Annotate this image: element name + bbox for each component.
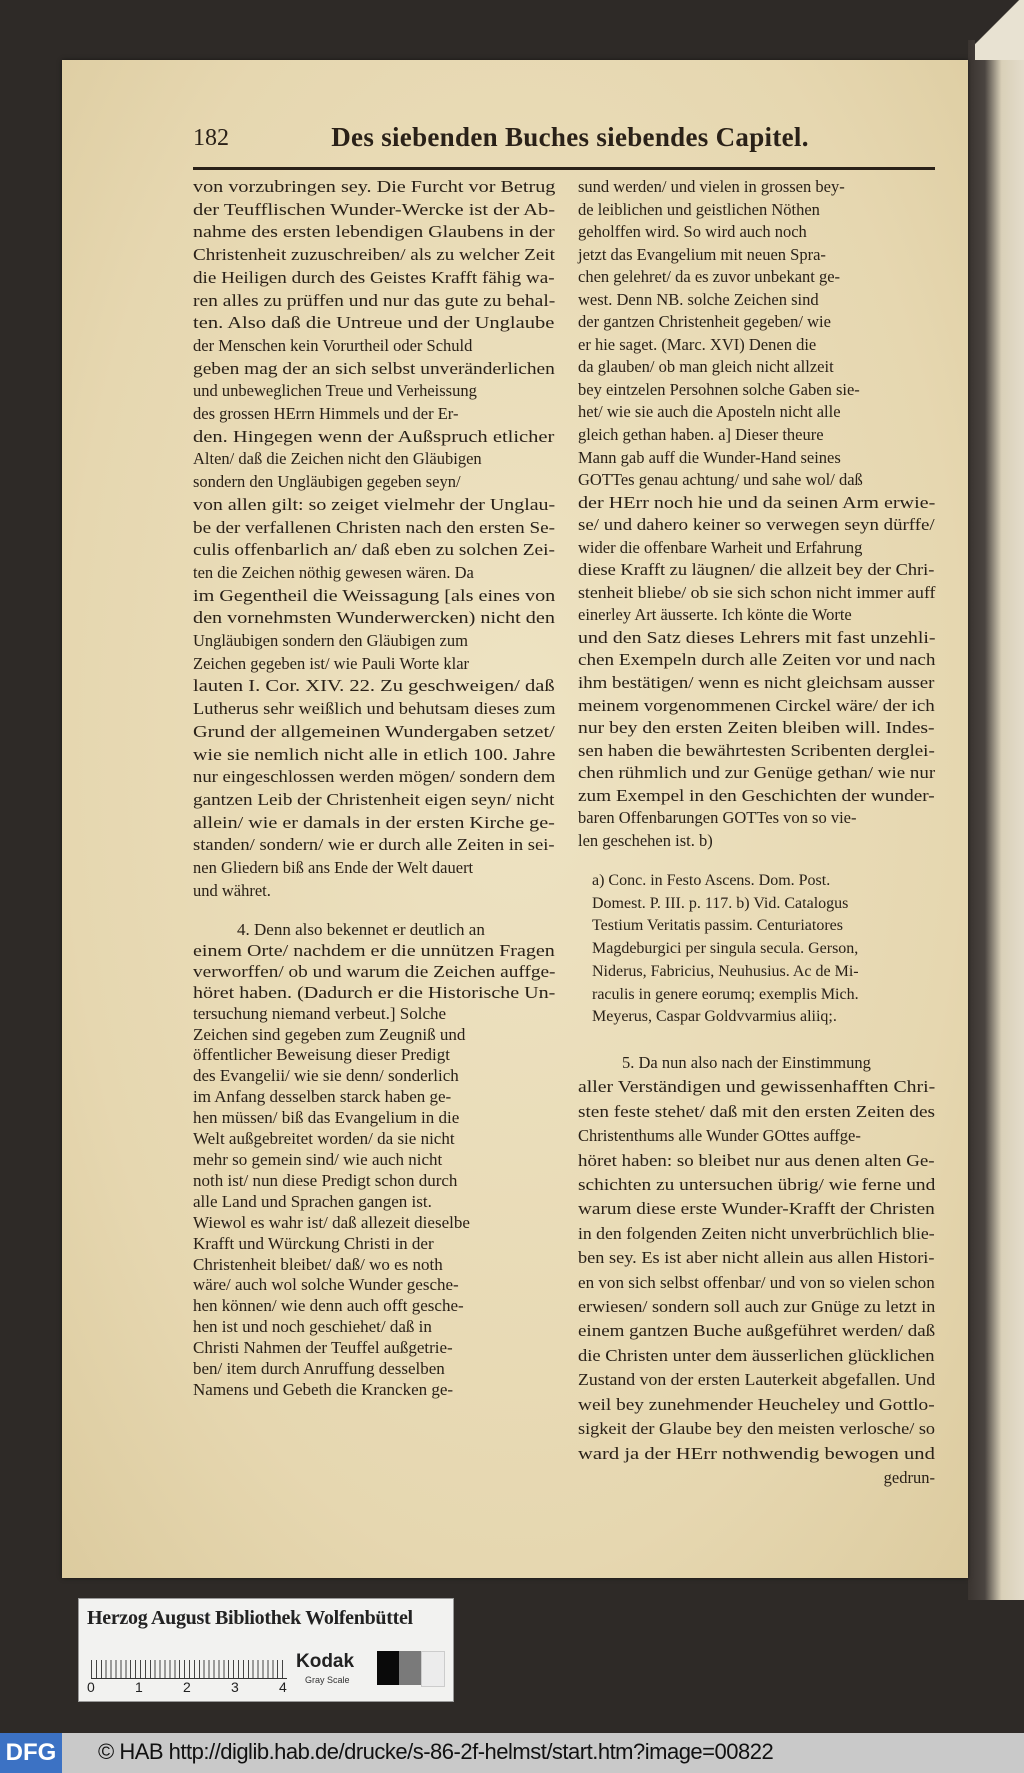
text-line: geben mag der an sich selbst unveränderlichen <box>193 358 555 378</box>
text-line: den vornehmsten Wunderwercken) nicht den <box>193 608 555 628</box>
text-line: nahme des ersten lebendigen Glaubens in der <box>193 222 555 242</box>
text-line: Lutherus sehr weißlich und behutsam dieses zum <box>193 699 556 719</box>
text-line: verworffen/ ob und warum die Zeichen auffge- <box>193 961 556 981</box>
text-line: wäre/ auch wol solche Wunder gesche- <box>193 1275 459 1295</box>
text-line: sund werden/ und vielen in grossen bey- <box>578 177 845 196</box>
text-line: be der verfallenen Christen nach den ersten Se- <box>193 517 555 537</box>
text-line: aller Verständigen und gewissenhafften Chri- <box>578 1077 936 1097</box>
right-column-text <box>578 176 935 852</box>
text-line: Zeichen gegeben ist/ wie Pauli Worte klar <box>193 653 470 673</box>
next-page-edge <box>968 40 1024 1600</box>
text-line: se/ und dahero keiner so verwegen seyn dürffe/ <box>578 515 935 535</box>
text-line: ward ja der HErr nothwendig bewogen und <box>578 1443 935 1463</box>
ruler-number: 2 <box>183 1679 191 1695</box>
next-page-corner <box>975 0 1024 60</box>
text-line: in den folgenden Zeiten nicht unverbrüchlich blie- <box>578 1223 935 1243</box>
text-line: gleich gethan haben. a] Dieser theure <box>578 425 824 445</box>
text-line: baren Offenbarungen GOTTes von so vie- <box>578 808 857 828</box>
text-line: Christenheit zuzuschreiben/ als zu welcher Zeit <box>193 245 555 265</box>
text-line: da glauben/ ob man gleich nicht allzeit <box>578 357 834 377</box>
text-line: noth ist/ nun diese Predigt schon durch <box>193 1170 458 1190</box>
text-line: culis offenbarlich an/ daß eben zu solchen Zei- <box>193 540 555 560</box>
text-line: meinem vorgenommenen Circkel wäre/ der ich <box>578 695 935 715</box>
text-line: bey eintzelen Persohnen solche Gaben sie- <box>578 379 860 399</box>
text-line: stenheit bliebe/ ob sie sich schon nicht immer auff <box>578 582 936 602</box>
text-line: wider die offenbare Warheit und Erfahrung <box>578 537 863 557</box>
text-line: sondern den Ungläubigen gegeben seyn/ <box>193 472 461 492</box>
text-line: hen können/ wie denn auch offt gesche- <box>193 1296 464 1316</box>
text-line: höret haben. (Dadurch er die Historische Un- <box>193 982 556 1002</box>
footer-bar <box>0 1733 1024 1773</box>
text-line: warum diese erste Wunder-Krafft der Christen <box>578 1199 935 1219</box>
text-line: des grossen HErrn Himmels und der Er- <box>193 404 459 424</box>
text-line: der Menschen kein Vorurtheil oder Schuld <box>193 335 473 355</box>
text-line: im Gegentheil die Weissagung [als eines von <box>193 585 556 605</box>
text-line: ten. Also daß die Untreue und der Unglaube <box>193 313 555 333</box>
copyright-link[interactable]: © HAB http://diglib.hab.de/drucke/s-86-2f-helmst/start.htm?image=00822 <box>98 1739 774 1764</box>
text-line: diese Krafft zu läugnen/ die allzeit bey der Chri- <box>578 560 935 580</box>
text-line: 4. Denn also bekennet er deutlich an <box>237 920 485 939</box>
text-line: des Evangelii/ wie sie denn/ sonderlich <box>193 1066 459 1086</box>
text-line: ben sey. Es ist aber nicht allein aus allen Histori- <box>578 1248 935 1268</box>
gray-swatch-mid <box>399 1651 421 1685</box>
text-line: GOTTes genau achtung/ und sahe wol/ daß <box>578 470 863 490</box>
text-line: hen müssen/ biß das Evangelium in die <box>193 1108 460 1128</box>
text-line: jetzt das Evangelium mit neuen Spra- <box>578 244 826 264</box>
text-line: er hie saget. (Marc. XVI) Denen die <box>578 334 817 354</box>
text-line: Wiewol es wahr ist/ daß allezeit dieselbe <box>193 1212 470 1232</box>
text-line: tersuchung niemand verbeut.] Solche <box>193 1003 447 1023</box>
text-line: hen ist und noch geschiehet/ daß in <box>193 1317 432 1337</box>
text-line: den. Hingegen wenn der Außspruch etlicher <box>193 426 555 446</box>
text-line: die Heiligen durch des Geistes Krafft fähig wa- <box>193 267 555 287</box>
text-line: standen/ sondern/ wie er durch alle Zeiten in sei- <box>193 835 555 855</box>
kodak-logo: Kodak <box>296 1651 355 1672</box>
text-line: de leiblichen und geistlichen Nöthen <box>578 199 820 219</box>
scan-reference-card <box>78 1598 454 1702</box>
text-line: Niderus, Fabricius, Neuhusius. Ac de Mi- <box>592 962 859 980</box>
text-line: nur eingeschlossen werden mögen/ sondern dem <box>193 767 556 787</box>
text-line: en von sich selbst offenbar/ und von so vielen schon <box>578 1272 935 1292</box>
text-line: und den Satz dieses Lehrers mit fast unzehli- <box>578 627 936 647</box>
text-line: der HErr noch hie und da seinen Arm erwie- <box>578 492 936 512</box>
text-line: Magdeburgici per singula secula. Gerson, <box>592 940 859 958</box>
text-line: nur bey den ersten Zeiten bleiben will. Indes- <box>578 718 935 738</box>
text-line: von vorzubringen sey. Die Furcht vor Betrug <box>193 177 556 196</box>
text-line: Mann gab auff die Wunder-Hand seines <box>578 447 841 467</box>
text-line: Welt außgebreitet worden/ da sie nicht <box>193 1129 455 1149</box>
text-line: ihm bestätigen/ wenn es nicht gleichsam ausser <box>578 673 935 693</box>
text-line: chen rühmlich und zur Genüge gethan/ wie nur <box>578 763 936 783</box>
text-line: 5. Da nun also nach der Einstimmung <box>622 1053 871 1072</box>
text-line: Christenheit bleibet/ daß/ wo es noth <box>193 1254 443 1274</box>
text-line: geholffen wird. So wird auch noch <box>578 222 807 242</box>
gray-scale-label: Gray Scale <box>305 1675 350 1685</box>
text-line: erwiesen/ sondern soll auch zur Gnüge zu letzt in <box>578 1297 936 1317</box>
right-column-paragraph-5 <box>578 1051 935 1490</box>
text-line: der gantzen Christenheit gegeben/ wie <box>578 312 831 332</box>
text-line: Meyerus, Caspar Goldvvarmius aliiq;. <box>592 1008 837 1026</box>
text-line: raculis in genere eorumq; exemplis Mich. <box>592 985 859 1003</box>
text-line: und währet. <box>193 880 271 900</box>
text-line: chen Exempeln durch alle Zeiten vor und nach <box>578 650 936 670</box>
text-line: Namens und Gebeth die Krancken ge- <box>193 1379 454 1399</box>
text-line: chen gelehret/ da es zuvor unbekant ge- <box>578 267 841 287</box>
text-line: Ungläubigen sondern den Gläubigen zum <box>193 631 468 651</box>
text-line: sigkeit der Glaube bey den meisten verlosche/ so <box>578 1419 936 1439</box>
text-line: nen Gliedern biß ans Ende der Welt dauert <box>193 858 474 878</box>
left-column-text <box>193 176 555 903</box>
header-rule <box>193 167 935 170</box>
institution-label: Herzog August Bibliothek Wolfenbüttel <box>87 1607 413 1629</box>
text-line: Christi Nahmen der Teuffel außgetrie- <box>193 1338 453 1358</box>
ruler-number: 4 <box>279 1679 287 1695</box>
text-line: weil bey zunehmender Heucheley und Gottlo- <box>578 1394 935 1414</box>
text-line: het/ wie sie auch die Aposteln nicht alle <box>578 402 841 422</box>
text-line: von allen gilt: so zeiget vielmehr der Unglau- <box>193 494 556 514</box>
text-line: einem Orte/ nachdem er die unnützen Fragen <box>193 940 555 960</box>
text-line: zum Exempel in den Geschichten der wunder- <box>578 785 935 805</box>
text-line: Testium Veritatis passim. Centuriatores <box>592 917 843 935</box>
text-line: einem gantzen Buche außgeführet werden/ daß <box>578 1321 936 1341</box>
ruler-number: 1 <box>135 1679 143 1695</box>
text-line: len geschehen ist. b) <box>578 830 713 850</box>
text-line: schichten zu untersuchen übrig/ wie ferne und <box>578 1175 936 1195</box>
text-line: einerley Art äusserte. Ich könte die Worte <box>578 605 852 625</box>
ruler-number: 3 <box>231 1679 239 1695</box>
text-line: Zustand von der ersten Lauterkeit abgefallen. Und <box>578 1370 936 1390</box>
text-line: allein/ wie er damals in der ersten Kirche ge- <box>193 812 555 832</box>
text-line: mehr so gemein sind/ wie auch nicht <box>193 1149 443 1169</box>
scale-ruler <box>91 1646 287 1679</box>
text-line: und unbeweglichen Treue und Verheissung <box>193 381 477 401</box>
text-line: alle Land und Sprachen gangen ist. <box>193 1191 432 1211</box>
left-column-paragraph-4 <box>193 920 555 1401</box>
text-line: im Anfang desselben starck haben ge- <box>193 1087 452 1107</box>
text-line: wie sie nemlich nicht alle in etlich 100. Jahre <box>193 744 556 764</box>
running-title: Des siebenden Buches siebendes Capitel. <box>331 122 809 152</box>
text-line: gantzen Leib der Christenheit eigen seyn/ nicht <box>193 789 555 809</box>
text-line: die Christen unter dem äusserlichen glücklichen <box>578 1345 935 1365</box>
text-line: ben/ item durch Anruffung desselben <box>193 1359 445 1379</box>
text-line: sten feste stehet/ daß mit den ersten Zeiten des <box>578 1101 935 1121</box>
text-line: ren alles zu prüffen und nur das gute zu behal- <box>193 290 556 310</box>
text-line: west. Denn NB. solche Zeichen sind <box>578 289 819 309</box>
dfg-logo: DFG <box>0 1733 62 1773</box>
text-line: Alten/ daß die Zeichen nicht den Gläubigen <box>193 449 482 469</box>
footnotes <box>592 870 935 1029</box>
text-line: sen haben die bewährtesten Scribenten derglei- <box>578 740 935 760</box>
text-line: Domest. P. III. p. 117. b) Vid. Catalogus <box>592 894 849 912</box>
text-line: höret haben: so bleibet nur aus denen alten Ge- <box>578 1150 935 1170</box>
text-line: Krafft und Würckung Christi in der <box>193 1233 434 1253</box>
text-line: ten die Zeichen nöthig gewesen wären. Da <box>193 562 474 582</box>
text-line: lauten I. Cor. XIV. 22. Zu geschweigen/ daß <box>193 676 555 696</box>
text-line: Christenthums alle Wunder GOttes auffge- <box>578 1126 861 1146</box>
page-number: 182 <box>193 125 229 151</box>
text-line: Zeichen sind gegeben zum Zeugniß und <box>193 1024 466 1044</box>
gray-swatch-white <box>421 1651 445 1687</box>
text-line: öffentlicher Beweisung dieser Predigt <box>193 1045 450 1065</box>
ruler-number: 0 <box>87 1679 95 1695</box>
text-line: a) Conc. in Festo Ascens. Dom. Post. <box>592 872 831 889</box>
gray-swatch-black <box>377 1651 399 1685</box>
text-line: der Teufflischen Wunder-Wercke ist der Ab- <box>193 199 556 219</box>
text-line: Grund der allgemeinen Wundergaben setzet/ <box>193 721 555 741</box>
text-line: gedrun- <box>883 1467 935 1487</box>
